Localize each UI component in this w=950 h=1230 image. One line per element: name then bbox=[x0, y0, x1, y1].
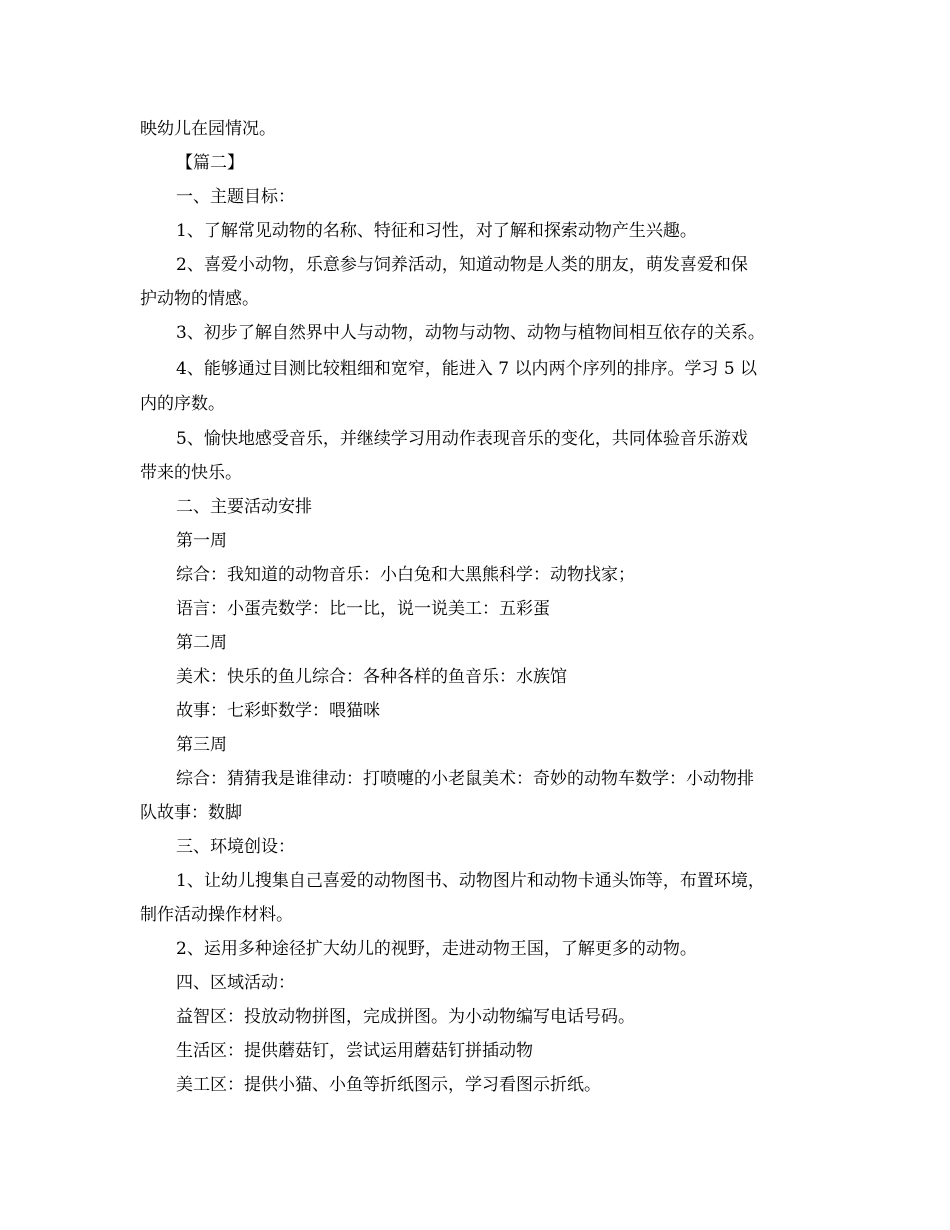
text-line: 第三周 bbox=[176, 735, 227, 755]
text-line: 一、主题目标： bbox=[176, 187, 295, 207]
text-line: 映幼儿在园情况。 bbox=[140, 119, 276, 139]
text-line: 5、愉快地感受音乐，并继续学习用动作表现音乐的变化，共同体验音乐游戏 bbox=[176, 429, 748, 449]
text-line: 带来的快乐。 bbox=[140, 463, 242, 483]
text-line: 第二周 bbox=[176, 633, 227, 653]
text-line: 内的序数。 bbox=[140, 394, 225, 414]
text-line: 综合：我知道的动物音乐：小白兔和大黑熊科学：动物找家； bbox=[176, 565, 635, 585]
text-line: 语言：小蛋壳数学：比一比，说一说美工：五彩蛋 bbox=[176, 599, 550, 619]
text-line: 美术：快乐的鱼儿综合：各种各样的鱼音乐：水族馆 bbox=[176, 667, 567, 687]
text-line: 益智区：投放动物拼图，完成拼图。为小动物编写电话号码。 bbox=[176, 1007, 635, 1027]
text-line: 队故事：数脚 bbox=[140, 803, 242, 823]
text-line: 生活区：提供蘑菇钉，尝试运用蘑菇钉拼插动物 bbox=[176, 1041, 533, 1061]
text-line: 第一周 bbox=[176, 531, 227, 551]
text-line: 制作活动操作材料。 bbox=[140, 905, 293, 925]
text-line: 1、了解常见动物的名称、特征和习性，对了解和探索动物产生兴趣。 bbox=[176, 221, 697, 241]
text-line: 四、区域活动： bbox=[176, 973, 295, 993]
text-line: 1、让幼儿搜集自己喜爱的动物图书、动物图片和动物卡通头饰等，布置环境， bbox=[176, 871, 765, 891]
text-line: 美工区：提供小猫、小鱼等折纸图示，学习看图示折纸。 bbox=[176, 1075, 601, 1095]
text-line: 故事：七彩虾数学：喂猫咪 bbox=[176, 701, 380, 721]
text-line: 3、初步了解自然界中人与动物，动物与动物、动物与植物间相互依存的关系。 bbox=[176, 323, 765, 343]
text-line: 三、环境创设： bbox=[176, 837, 295, 857]
text-line: 4、能够通过目测比较粗细和宽窄，能进入 7 以内两个序列的排序。学习 5 以 bbox=[176, 359, 758, 379]
section-heading: 【篇二】 bbox=[176, 153, 244, 173]
text-line: 2、喜爱小动物，乐意参与饲养活动，知道动物是人类的朋友，萌发喜爱和保 bbox=[176, 255, 748, 275]
text-line: 二、主要活动安排 bbox=[176, 497, 312, 517]
text-line: 2、运用多种途径扩大幼儿的视野，走进动物王国，了解更多的动物。 bbox=[176, 939, 697, 959]
text-line: 综合：猜猜我是谁律动：打喷嚏的小老鼠美术：奇妙的动物车数学：小动物排 bbox=[176, 769, 754, 789]
text-line: 护动物的情感。 bbox=[140, 289, 259, 309]
